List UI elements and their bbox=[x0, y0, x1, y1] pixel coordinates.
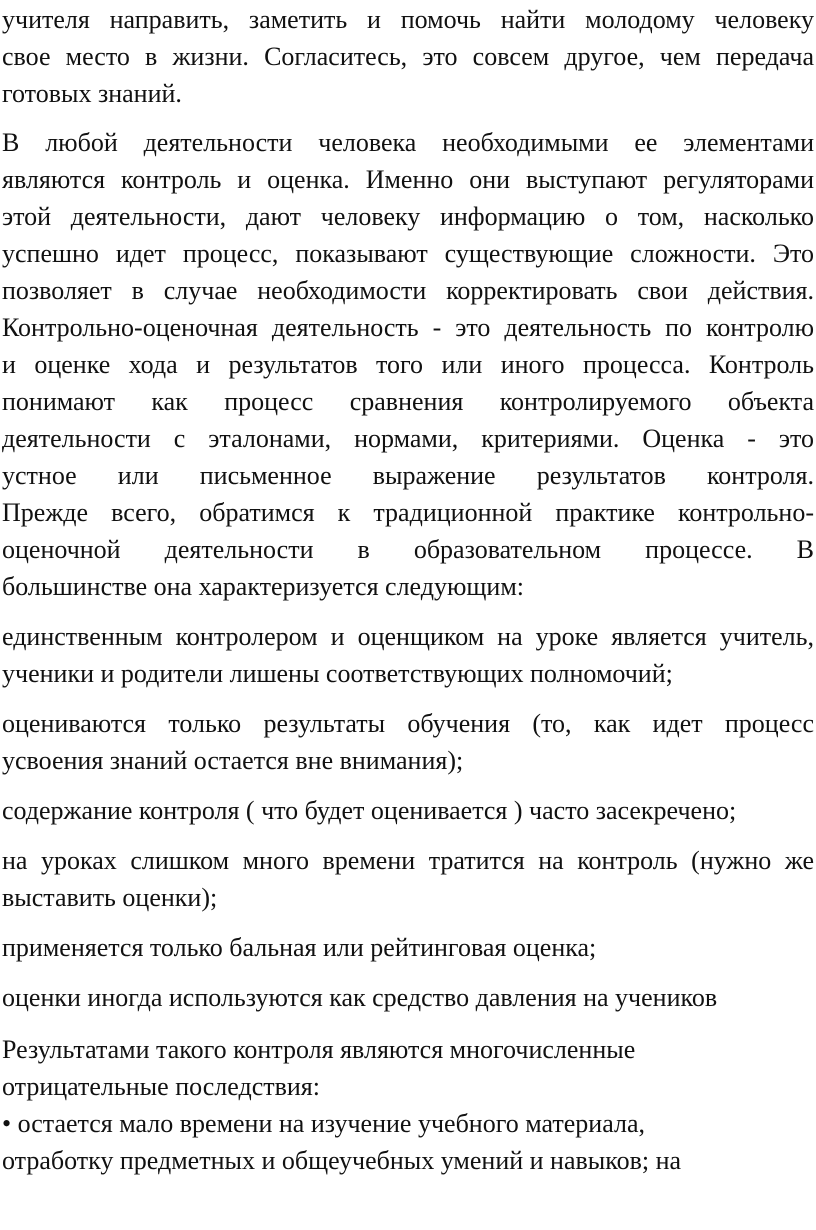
list-item-time-spent bbox=[2, 842, 814, 916]
text-line: деятельности с эталонами, нормами, критериями. Оценка - это bbox=[2, 424, 814, 453]
text-line: отрицательные последствия: bbox=[2, 1072, 320, 1101]
text-line: успешно идет процесс, показывают существующие сложности. Это bbox=[2, 239, 814, 268]
text-line: свое место в жизни. Согласитесь, это совсем другое, чем передача bbox=[2, 42, 814, 71]
text-line: отработку предметных и общеучебных умений и навыков; на bbox=[2, 1146, 682, 1175]
text-line: большинстве она характеризуется следующим: bbox=[2, 572, 525, 601]
text-line: позволяет в случае необходимости корректировать свои действия. bbox=[2, 276, 814, 305]
text-line: применяется только бальная или рейтинговая оценка; bbox=[2, 933, 597, 962]
text-line: В любой деятельности человека необходимыми ее элементами bbox=[2, 128, 814, 157]
text-line: Контрольно-оценочная деятельность - это деятельность по контролю bbox=[2, 313, 814, 342]
text-line: и оценке хода и результатов того или иного процесса. Контроль bbox=[2, 350, 814, 379]
list-item-results-only bbox=[2, 705, 814, 779]
list-item-pressure bbox=[2, 979, 814, 1016]
text-line: готовых знаний. bbox=[2, 79, 182, 108]
text-line: содержание контроля ( что будет оценивается ) часто засекречено; bbox=[2, 796, 737, 825]
text-line: оценочной деятельности в образовательном процессе. В bbox=[2, 535, 814, 564]
text-line: Результатами такого контроля являются многочисленные bbox=[2, 1035, 636, 1064]
text-line: являются контроль и оценка. Именно они выступают регуляторами bbox=[2, 165, 814, 194]
paragraph-control-evaluation bbox=[2, 124, 814, 605]
paragraph-intro bbox=[2, 1, 814, 112]
text-line: устное или письменное выражение результатов контроля. bbox=[2, 461, 814, 490]
list-item-rating bbox=[2, 929, 814, 966]
text-line: на уроках слишком много времени тратится на контроль (нужно же bbox=[2, 846, 814, 875]
paragraph-consequences bbox=[2, 1031, 814, 1179]
text-line: учителя направить, заметить и помочь найти молодому человеку bbox=[2, 5, 814, 34]
bullet-line: • остается мало времени на изучение учебного материала, bbox=[2, 1109, 645, 1138]
text-line: оценки иногда используются как средство давления на учеников bbox=[2, 983, 718, 1012]
text-line: понимают как процесс сравнения контролируемого объекта bbox=[2, 387, 814, 416]
text-line: единственным контролером и оценщиком на уроке является учитель, bbox=[2, 622, 814, 651]
text-line: оцениваются только результаты обучения (то, как идет процесс bbox=[2, 709, 814, 738]
text-line: Прежде всего, обратимся к традиционной практике контрольно- bbox=[2, 498, 814, 527]
text-line: ученики и родители лишены соответствующих полномочий; bbox=[2, 659, 673, 688]
list-item-controller bbox=[2, 618, 814, 692]
text-line: этой деятельности, дают человеку информацию о том, насколько bbox=[2, 202, 814, 231]
text-line: выставить оценки); bbox=[2, 883, 218, 912]
text-line: усвоения знаний остается вне внимания); bbox=[2, 746, 464, 775]
list-item-secret-content bbox=[2, 792, 814, 829]
